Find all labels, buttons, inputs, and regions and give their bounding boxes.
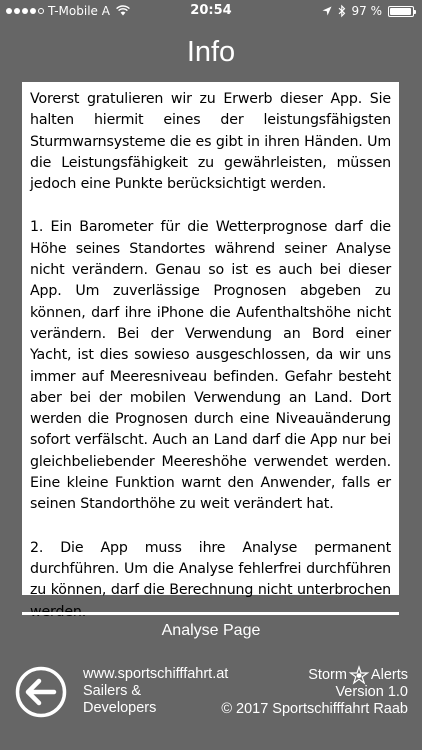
battery-percent: 97 % bbox=[351, 4, 382, 18]
info-text-panel[interactable] bbox=[22, 82, 399, 599]
app-info bbox=[221, 666, 408, 718]
bluetooth-icon bbox=[338, 5, 346, 17]
location-arrow-icon bbox=[322, 6, 332, 16]
status-time: 20:54 bbox=[190, 3, 232, 18]
tagline-line-1: Sailers & bbox=[83, 683, 142, 699]
carrier-name: T-Mobile A bbox=[48, 4, 110, 18]
brand-name-right: Alerts bbox=[370, 666, 408, 683]
storm-star-icon bbox=[349, 666, 369, 684]
website-link[interactable]: www.sportschifffahrt.at bbox=[83, 666, 229, 682]
app-brand bbox=[221, 666, 408, 684]
battery-icon bbox=[388, 6, 414, 17]
divider bbox=[22, 612, 399, 615]
brand-name-left: Storm bbox=[308, 666, 347, 683]
info-paragraph-2: 2. Die App muss ihre Analyse permanent durchführen. Um die Analyse fehlerfrei durchführen zu können, darf die Berechnung nicht unterbrochen bbox=[30, 539, 391, 599]
back-arrow-icon[interactable] bbox=[15, 666, 67, 718]
status-bar bbox=[0, 0, 422, 22]
tagline-line-2: Developers bbox=[83, 700, 157, 716]
page-title: Info bbox=[186, 36, 236, 68]
developer-info bbox=[83, 666, 228, 717]
info-paragraph-intro: Vorerst gratulieren wir zu Erwerb dieser App. Sie halten hiermit eines der leistungsfähigsten Sturmwarnsysteme die es gibt in ihren Händen. Um die Leistungsfähigkeit zu gewährleisten, müssen jedoch eine Punkte berücksichtigt werden. bbox=[30, 91, 391, 193]
status-right bbox=[322, 0, 415, 22]
info-paragraph-1: 1. Ein Barometer für die Wetterprognose darf die Höhe seines Standortes während seiner Analyse nicht verändern. Genau so ist es auch bei dieser App. Um zuverlässige Prognosen abgeben zu können, darf ihre iPhone die Aufenthaltshöhe nicht verändern. Bei der Verwendung an Bord einer Yacht, ist dies sowieso ausgeschlossen, da wir uns immer auf Meeresniveau befinden. Gefahr besteht aber bei der mobilen Verwendung an Land. Dort werden die Prognosen durch eine Niveauänderung sofort verfälscht. Auch an Land darf die App nur bei gleichbeliebender Meereshöhe verwendet werden. Eine kleine Funktion warnt den Anwender, falls er seinen Standorthöhe zu weit verändert hat. bbox=[30, 219, 391, 513]
copyright-label: © 2017 Sportschifffahrt Raab bbox=[221, 701, 408, 717]
analyse-page-button[interactable]: Analyse Page bbox=[161, 622, 261, 639]
version-label: Version 1.0 bbox=[335, 684, 408, 700]
battery-level bbox=[390, 8, 411, 15]
